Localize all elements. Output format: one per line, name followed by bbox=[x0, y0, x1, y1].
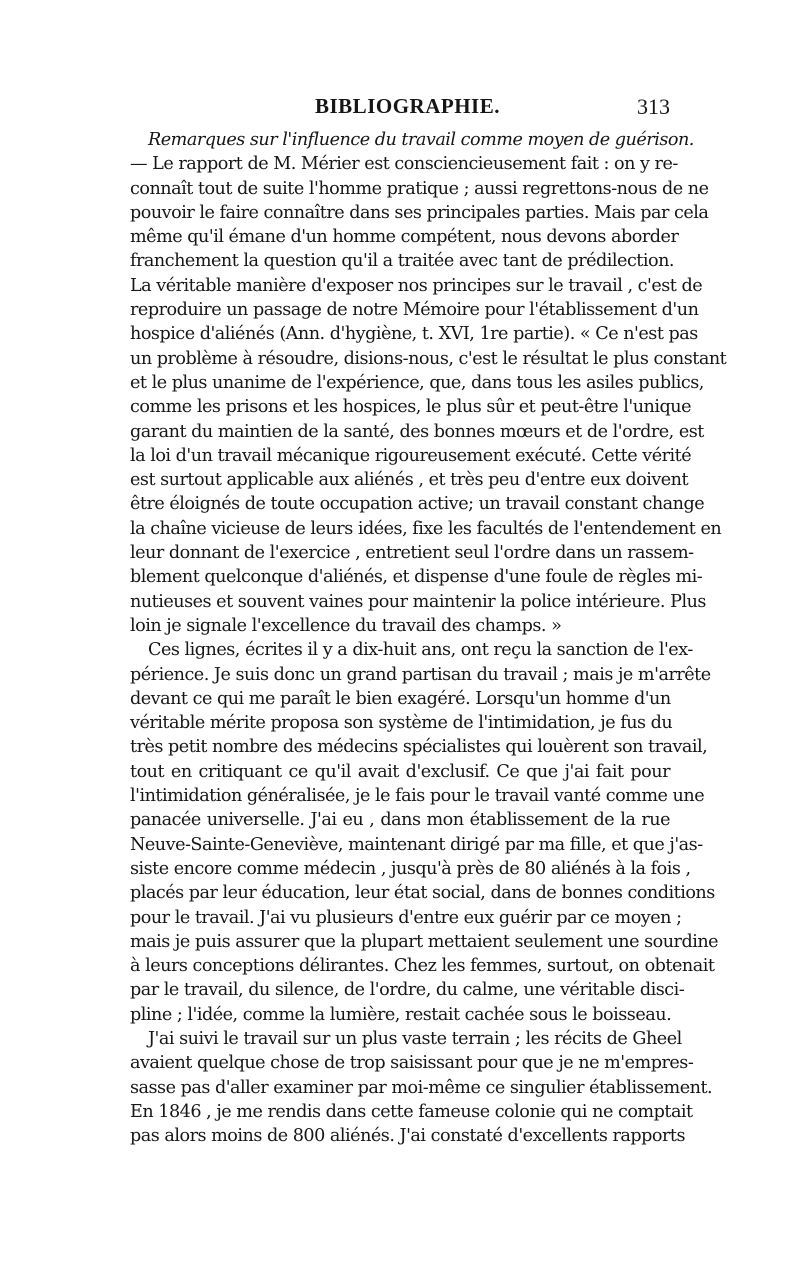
text-line: un problème à résoudre, disions-nous, c'est le résultat le plus constant bbox=[130, 348, 727, 369]
text-line: périence. Je suis donc un grand partisan du travail ; mais je m'arrête bbox=[130, 664, 711, 685]
running-header bbox=[130, 94, 670, 126]
text-line: franchement la question qu'il a traitée avec tant de prédilection. bbox=[130, 251, 675, 272]
section-heading-line: Remarques sur l'influence du travail comme moyen de guérison. bbox=[148, 130, 694, 150]
text-line: Neuve-Sainte-Geneviève, maintenant dirigé par ma fille, et que j'as- bbox=[130, 834, 703, 855]
page-number: 313 bbox=[637, 94, 670, 119]
text-line: être éloignés de toute occupation active; un travail constant change bbox=[130, 494, 705, 515]
text-line: reproduire un passage de notre Mémoire pour l'établissement d'un bbox=[130, 300, 699, 321]
text-line: hospice d'aliénés (Ann. d'hygiène, t. XVI, 1re partie). « Ce n'est pas bbox=[130, 324, 698, 345]
text-line: garant du maintien de la santé, des bonnes mœurs et de l'ordre, est bbox=[130, 421, 704, 442]
text-line: comme les prisons et les hospices, le plus sûr et peut-être l'unique bbox=[130, 397, 691, 418]
text-line: véritable mérite proposa son système de l'intimidation, je fus du bbox=[130, 713, 673, 734]
body-text bbox=[130, 128, 727, 1148]
text-line: à leurs conceptions délirantes. Chez les femmes, surtout, on obtenait bbox=[130, 956, 715, 977]
text-line: par le travail, du silence, de l'ordre, du calme, une véritable disci- bbox=[130, 980, 685, 1001]
text-line: En 1846 , je me rendis dans cette fameuse colonie qui ne comptait bbox=[130, 1101, 693, 1122]
text-line: J'ai suivi le travail sur un plus vaste terrain ; les récits de Gheel bbox=[148, 1028, 682, 1049]
text-line: très petit nombre des médecins spécialistes qui louèrent son travail, bbox=[130, 737, 708, 758]
text-line: connaît tout de suite l'homme pratique ; aussi regrettons-nous de ne bbox=[130, 178, 709, 199]
text-line: pouvoir le faire connaître dans ses principales parties. Mais par cela bbox=[130, 202, 709, 223]
text-line: la chaîne vicieuse de leurs idées, fixe les facultés de l'entendement en bbox=[130, 518, 722, 539]
text-line: pour le travail. J'ai vu plusieurs d'entre eux guérir par ce moyen ; bbox=[130, 907, 682, 928]
text-line: avaient quelque chose de trop saisissant pour que je ne m'empres- bbox=[130, 1053, 694, 1074]
text-line: et le plus unanime de l'expérience, que, dans tous les asiles publics, bbox=[130, 372, 704, 393]
text-line: siste encore comme médecin , jusqu'à près de 80 aliénés à la fois , bbox=[130, 858, 691, 879]
text-line: mais je puis assurer que la plupart mettaient seulement une sourdine bbox=[130, 931, 719, 952]
text-line: — Le rapport de M. Mérier est consciencieusement fait : on y re- bbox=[130, 154, 678, 175]
text-line: tout en critiquant ce qu'il avait d'exclusif. Ce que j'ai fait pour bbox=[130, 761, 670, 782]
running-title: BIBLIOGRAPHIE. bbox=[315, 94, 500, 118]
text-line: sasse pas d'aller examiner par moi-même ce singulier établissement. bbox=[130, 1077, 713, 1098]
text-line: pas alors moins de 800 aliénés. J'ai constaté d'excellents rapports bbox=[130, 1126, 685, 1147]
text-line: panacée universelle. J'ai eu , dans mon établissement de la rue bbox=[130, 810, 670, 831]
text-line: leur donnant de l'exercice , entretient seul l'ordre dans un rassem- bbox=[130, 543, 694, 564]
text-line: placés par leur éducation, leur état social, dans de bonnes conditions bbox=[130, 883, 715, 904]
text-line: l'intimidation généralisée, je le fais pour le travail vanté comme une bbox=[130, 786, 705, 807]
text-line: la loi d'un travail mécanique rigoureusement exécuté. Cette vérité bbox=[130, 445, 692, 466]
text-line: devant ce qui me paraît le bien exagéré. Lorsqu'un homme d'un bbox=[130, 688, 671, 709]
text-line: Ces lignes, écrites il y a dix-huit ans, ont reçu la sanction de l'ex- bbox=[148, 640, 693, 661]
text-line: loin je signale l'excellence du travail des champs. » bbox=[130, 615, 562, 636]
text-line: est surtout applicable aux aliénés , et très peu d'entre eux doivent bbox=[130, 470, 689, 491]
text-line: même qu'il émane d'un homme compétent, nous devons aborder bbox=[130, 227, 679, 248]
text-line: pline ; l'idée, comme la lumière, restait cachée sous le boisseau. bbox=[130, 1004, 672, 1025]
text-line: blement quelconque d'aliénés, et dispense d'une foule de règles mi- bbox=[130, 567, 703, 588]
text-line: La véritable manière d'exposer nos principes sur le travail , c'est de bbox=[130, 275, 703, 296]
text-line: nutieuses et souvent vaines pour maintenir la police intérieure. Plus bbox=[130, 591, 706, 612]
